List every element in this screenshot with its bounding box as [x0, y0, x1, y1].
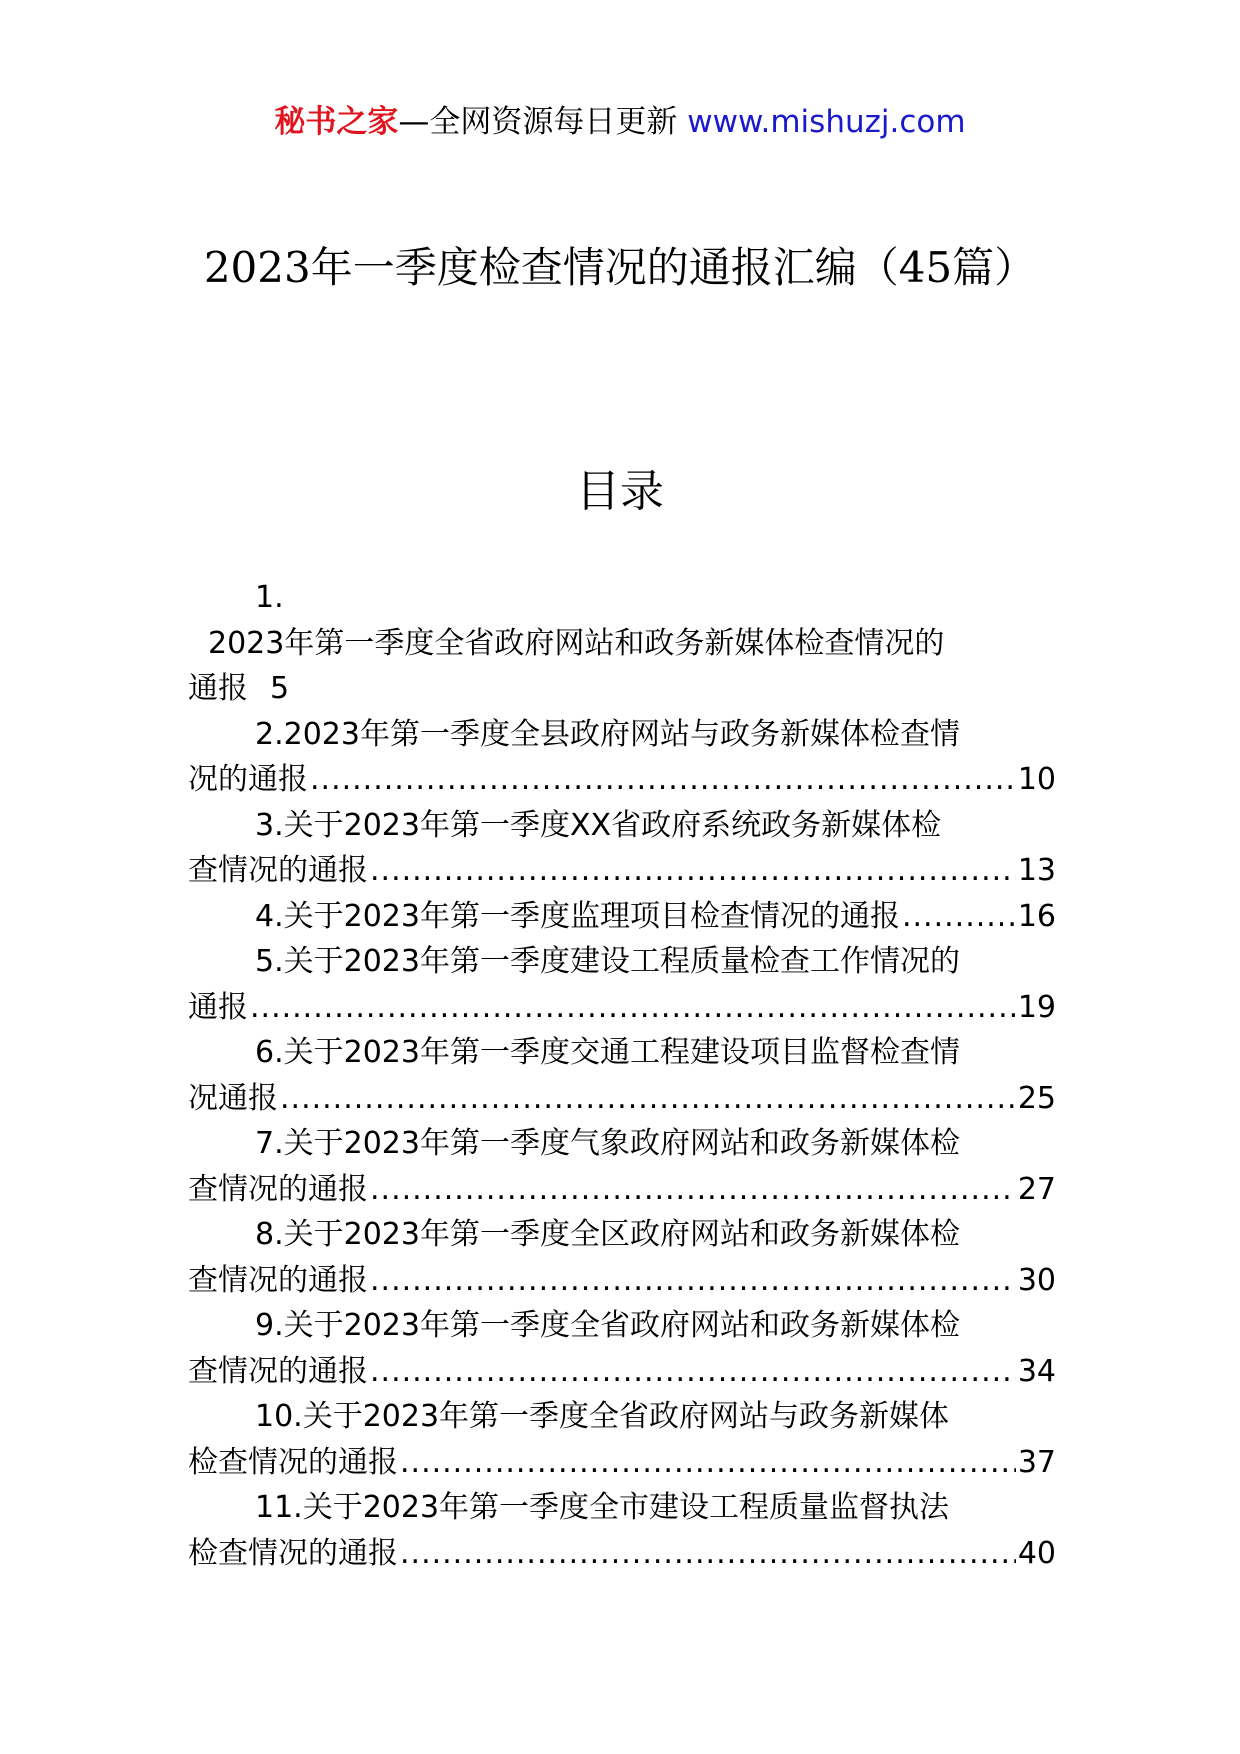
dot-leader	[370, 848, 1016, 894]
toc-entry-continuation	[188, 757, 1056, 803]
toc-entry-title-cont: 检查情况的通报	[188, 1535, 398, 1571]
toc-page-number: 40	[1017, 1535, 1056, 1571]
toc-entry-11[interactable]	[188, 1485, 1056, 1576]
toc-page-number: 25	[1017, 1080, 1056, 1116]
site-header	[0, 100, 1240, 144]
toc-entry-5[interactable]	[188, 939, 1056, 1030]
toc-entry-title-cont: 查情况的通报	[188, 1262, 368, 1298]
toc-page-number: 37	[1017, 1444, 1056, 1480]
toc-entry-9[interactable]	[188, 1303, 1056, 1394]
toc-entry-continuation	[188, 1076, 1056, 1122]
toc-entry-continuation	[188, 848, 1056, 894]
toc-entry-title-cont: 况通报	[188, 1080, 278, 1116]
toc-entry-3[interactable]	[188, 803, 1056, 894]
brand-name: 秘书之家	[274, 104, 399, 140]
toc-page-number: 13	[1017, 853, 1056, 888]
dot-leader	[280, 1076, 1016, 1122]
toc-entry-6[interactable]	[188, 1030, 1056, 1121]
toc-entry-title-cont: 通报	[188, 671, 248, 706]
dot-leader	[310, 757, 1016, 803]
toc-entry-title-cont: 况的通报	[188, 762, 308, 797]
toc-entry-title: 8.关于2023年第一季度全区政府网站和政务新媒体检	[255, 1217, 960, 1252]
toc-entry-title: 11.关于2023年第一季度全市建设工程质量监督执法	[255, 1490, 950, 1525]
table-of-contents	[188, 575, 1056, 1576]
toc-entry-title: 9.关于2023年第一季度全省政府网站和政务新媒体检	[255, 1308, 960, 1343]
toc-entry-title-cont: 查情况的通报	[188, 853, 368, 888]
toc-entry-title: 7.关于2023年第一季度气象政府网站和政务新媒体检	[255, 1126, 960, 1161]
toc-page-number: 10	[1017, 762, 1056, 797]
toc-entry-title: 2.2023年第一季度全县政府网站与政务新媒体检查情	[255, 716, 960, 752]
toc-entry-title: 10.关于2023年第一季度全省政府网站与政务新媒体	[255, 1399, 950, 1434]
toc-entry-title: 4.关于2023年第一季度监理项目检查情况的通报	[255, 898, 900, 934]
dot-leader	[400, 1440, 1016, 1486]
toc-entry-continuation	[188, 666, 1056, 712]
toc-entry-continuation	[188, 985, 1056, 1031]
toc-entry-continuation	[188, 1167, 1056, 1213]
dot-leader	[370, 1349, 1016, 1395]
toc-entry-number: 1.	[255, 580, 284, 615]
toc-page-number: 19	[1017, 989, 1056, 1025]
toc-entry-2[interactable]	[188, 712, 1056, 803]
toc-entry-1[interactable]	[188, 575, 1056, 712]
toc-entry-continuation	[188, 1349, 1056, 1395]
toc-page-number: 27	[1017, 1171, 1056, 1207]
toc-entry-8[interactable]	[188, 1212, 1056, 1303]
site-url-link[interactable]: www.mishuzj.com	[687, 104, 966, 140]
toc-entry-title-cont: 查情况的通报	[188, 1171, 368, 1207]
toc-heading: 目录	[576, 466, 664, 517]
toc-entry-continuation	[188, 1258, 1056, 1304]
toc-page-number: 30	[1017, 1262, 1056, 1298]
dot-leader	[370, 1258, 1016, 1304]
toc-entry-title: 3.关于2023年第一季度XX省政府系统政务新媒体检	[255, 807, 942, 843]
toc-entry-4[interactable]	[188, 894, 1056, 940]
toc-page-number: 5	[270, 671, 290, 706]
toc-entry-title: 2023年第一季度全省政府网站和政务新媒体检查情况的	[208, 625, 945, 661]
toc-entry-title-cont: 查情况的通报	[188, 1353, 368, 1389]
dot-leader	[902, 894, 1016, 940]
toc-page-number: 34	[1017, 1353, 1056, 1389]
toc-entry-title-cont: 通报	[188, 989, 248, 1025]
toc-page-number: 16	[1017, 898, 1056, 934]
dot-leader	[370, 1167, 1016, 1213]
toc-entry-10[interactable]	[188, 1394, 1056, 1485]
toc-entry-title-cont: 检查情况的通报	[188, 1444, 398, 1480]
dot-leader	[400, 1531, 1016, 1577]
dot-leader	[250, 985, 1016, 1031]
document-title: 2023年一季度检查情况的通报汇编（45篇）	[203, 243, 1037, 292]
toc-entry-single-line	[188, 894, 1056, 940]
toc-entry-title: 6.关于2023年第一季度交通工程建设项目监督检查情	[255, 1035, 960, 1070]
header-tagline: —全网资源每日更新	[398, 104, 688, 140]
toc-entry-continuation	[188, 1531, 1056, 1577]
toc-entry-title: 5.关于2023年第一季度建设工程质量检查工作情况的	[255, 944, 960, 979]
toc-entry-continuation	[188, 1440, 1056, 1486]
toc-entry-7[interactable]	[188, 1121, 1056, 1212]
